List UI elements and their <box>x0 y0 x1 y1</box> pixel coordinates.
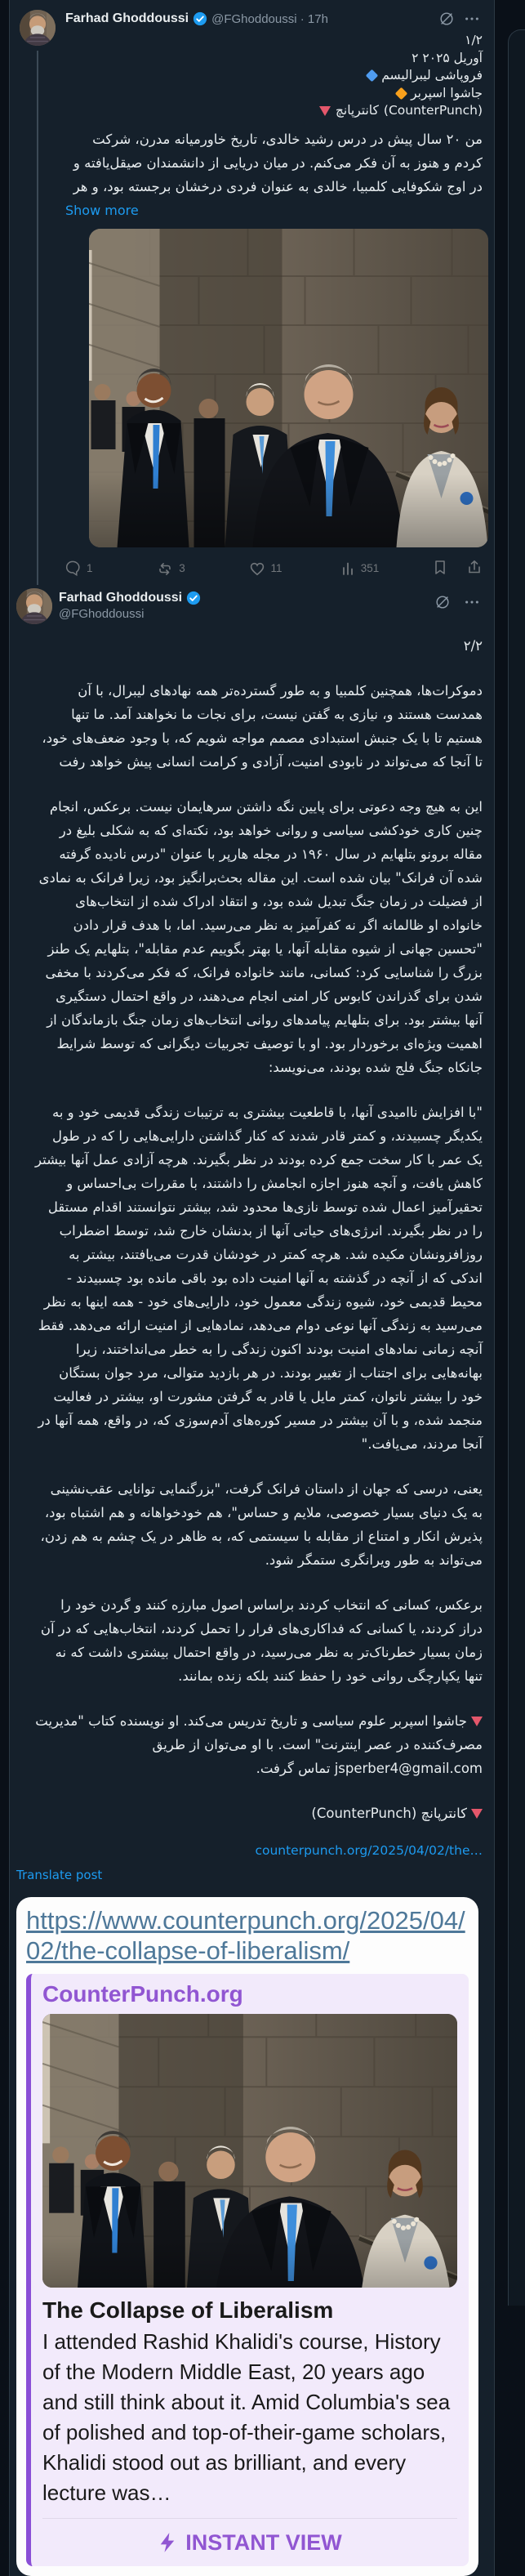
title-line: فروپاشی لیبرالیسم <box>381 68 483 83</box>
tweet-1-action-bar <box>65 552 483 585</box>
article-link[interactable]: counterpunch.org/2025/04/02/the… <box>255 1842 483 1858</box>
tweet-2-header <box>10 585 494 624</box>
share-button[interactable] <box>466 559 483 578</box>
repost-button[interactable] <box>157 560 248 577</box>
right-sidebar-card-edge <box>508 29 525 2306</box>
orange-diamond-icon <box>395 87 408 100</box>
show-more-link[interactable]: Show more <box>65 202 139 218</box>
reply-button[interactable] <box>65 560 157 577</box>
lightning-bolt-icon <box>158 2532 177 2553</box>
card-article-title: The Collapse of Liberalism <box>42 2297 334 2323</box>
paragraph: این به هیچ وجه دعوتی برای پایین نگه داشتن سرهایمان نیست. برعکس، انجام چنین کاری خودکشی سیاسی و روانی خواهد بود، نکته‌ای که به شکلی بلیغ در مقاله برونو بتلهایم در سال ۱۹۶۰ در مجله هارپر با عنوان "درس نادیده گرفته شده آن فرانک" بیان شده است. این مقاله بحث‌برانگیز بود، زیرا فرانک به نمادی از فضیلت در زمان جنگ تبدیل شده بود، و انتقاد ادراک شده از انتخاب‌های خانواده او ظالمانه اگر نه کفرآمیز به نظر می‌رسید. اما، با هدف قرار دادن "تحسین جهانی از شیوه مقابله آنها، یا بهتر بگوییم عدم مقابله"، بتلهایم یک طنز بزرگ را شناسایی کرد: کسانی، مانند خانواده فرانک، که فکر می‌کردند با مخفی شدن برای گذراندن کابوس کار امنی انجام می‌دهند، در واقع احتمال دستگیری آنها بیشتر بود. برای بتلهایم پیامدهای روانی انتخاب‌های زمان جنگ بازماندگان از اهمیت ویژه‌ای برخوردار بود. او با توصیف تجربیات دیگرانی که توسط شرایط جانکاه جنگ فلج شده بودند، می‌نویسد: <box>38 798 483 1075</box>
tweet-1-author-name[interactable]: Farhad Ghoddoussi <box>65 11 189 25</box>
paragraph: یعنی، درسی که جهان از داستان فرانک گرفت، "بزرگنمایی توانایی عقب‌نشینی به یک دنیای بسیار خصوصی، ملایم و حساس"، هم خودخواهانه و هم اشتباه بود، پذیرش انکار و امتناع از مقابله با سیستمی که، به ظاهر در یک چشم به هم زدن، می‌تواند به طور ویرانگری ستمگر شود. <box>40 1480 483 1568</box>
source-line-fa: کانترپانچ <box>335 103 379 118</box>
timeline-column <box>9 0 495 2576</box>
tweet-1-body-text: من ۲۰ سال پیش در درس رشید خالدی، تاریخ خاورمیانه مدرن، شرکت کردم و هنوز به آن فکر می‌کنم. در میان دریایی از دانشمندان صیقل‌یافته و در اوج شکوفایی کلمبیا، خالدی به عنوان فردی درخشان برجسته بود، و هر <box>73 131 483 194</box>
translate-post-link[interactable]: Translate post <box>16 1867 103 1882</box>
like-count: 11 <box>270 562 283 574</box>
like-button[interactable] <box>249 560 340 577</box>
red-triangle-icon <box>319 106 331 116</box>
thread-connector-line <box>37 51 38 585</box>
tweet-2-author-name[interactable]: Farhad Ghoddoussi <box>59 590 183 605</box>
card-photo[interactable] <box>42 2014 457 2288</box>
reply-count: 1 <box>87 562 93 574</box>
more-options-button[interactable] <box>461 8 483 29</box>
tweet-2-avatar[interactable] <box>16 588 52 624</box>
blue-diamond-icon <box>366 69 379 83</box>
card-url-link[interactable]: https://www.counterpunch.org/2025/04/02/the-collapse-of-liberalism/ <box>26 1905 465 1965</box>
inauguration-photo <box>42 2014 457 2288</box>
verified-badge-icon <box>186 591 201 605</box>
tweet-1-photo[interactable] <box>89 229 488 547</box>
repost-count: 3 <box>179 562 185 574</box>
grok-actions-button[interactable] <box>436 8 457 29</box>
tweet-2-handle[interactable]: @FGhoddoussi <box>59 606 145 621</box>
tweet-2 <box>10 585 494 2576</box>
red-triangle-icon <box>471 1717 483 1726</box>
tweet-2-body <box>10 624 494 1825</box>
date-line: ۲ آوریل ۲۰۲۵ <box>412 50 483 65</box>
card-source[interactable]: CounterPunch.org <box>42 1980 243 2007</box>
inauguration-photo <box>89 229 488 547</box>
telegram-preview-card[interactable] <box>16 1897 478 2576</box>
tweet-1-gutter <box>16 10 59 585</box>
card-article-description: I attended Rashid Khalidi's course, History of the Modern Middle East, 20 years ago and still think about it. Amid Columbia's sea of polished and top-of-their-game scholars, Khalidi stood out as brilliant, and every lecture was… <box>42 2328 451 2505</box>
more-options-button[interactable] <box>461 592 483 613</box>
paragraph-quote: "با افزایش ناامیدی آنها، با قاطعیت بیشتری به ترتیبات زندگی قدیمی خود و به یکدیگر چسبیدند، و کمتر قادر شدند که کنار گذاشتن دارایی‌هایی را که در طول یک عمر با کار سخت جمع کرده بودند در نظر بگیرند. هرچه آزادی عمل آنها بیشتر کاهش یافت، و آنچه هنوز اجازه انجامش را داشتند، با مقررات بی‌احساس و تحقیرآمیز اعمال شده توسط نازی‌ها محدود شد، بیشتر نتوانستند اقدام مستقل را در نظر بگیرند. انرژی‌های حیاتی آنها از بدنشان خارج شد، توسط اضطراب روزافزونشان مکیده شد. هرچه کمتر در خودشان قدرت می‌یافتند، بیشتر به اندکی که از آنچه در گذشته به آنها امنیت داده بود باقی مانده بود چسبیدند - محیط قدیمی خود، شیوه زندگی معمول خود، دارایی‌های خود - همه اینها به نظر می‌رسید به زندگی آنها نوعی دوام می‌دهد، نمادهایی از امنیت ارائه می‌دهد. فقط آنچه زمانی نمادهای امنیت بودند اکنون زندگی را به خطر می‌انداختند، زیرا بهانه‌هایی برای اجتناب از تغییر بودند. در هر بازدید متوالی، مرد جوان بستگان خود را بیشتر ناتوان، کمتر مایل یا قادر به گرفتن مشورت او، بیشتر در فعالیت منجمد شده، و با آن بیشتر در مسیر کوره‌های آدم‌سوزی که، در واقع، همه آنها در آنجا مردند، می‌یافت." <box>34 1104 483 1452</box>
tweet-1-avatar[interactable] <box>20 10 56 46</box>
author-line: جاشوا اسپربر <box>411 85 483 100</box>
verified-badge-icon <box>193 11 207 26</box>
part-counter: ۲/۲ <box>463 637 483 654</box>
views-count: 351 <box>360 562 380 574</box>
tweet-1-header <box>65 10 483 28</box>
paragraph-author-bio: جاشوا اسپربر علوم سیاسی و تاریخ تدریس می‌کند. او نویسنده کتاب "مدیریت مصرف‌کننده در عصر اینترنت" است. با او می‌توان از طریق jsperber4@gmail.com تماس گرفت. <box>35 1712 483 1776</box>
paragraph: دموکرات‌ها، همچنین کلمبیا و به طور گسترده‌تر همه نهادهای لیبرال، با آن همدست هستند و، نیازی به گفتن نیست، برای نجات ما نخواهند آمد. ما تنها هستیم تا با یک جنبش استبدادی مصمم مواجه شویم که، با وجود ضعف‌های خود، تا آنجا که می‌تواند در نابودی امنیت، آزادی و کرامت انسانی پیش خواهد رفت <box>42 682 483 770</box>
instant-view-button[interactable]: INSTANT VIEW <box>42 2525 457 2558</box>
card-quote-block <box>26 1974 469 2566</box>
paragraph: برعکس، کسانی که انتخاب کردند براساس اصول مبارزه کنند و گردن خود را دراز کردند، یا کسانی که فداکاری‌های فرار را تحمل کردند، انتخاب‌هایی که در آن زمان بسیار خطرناک‌تر به نظر می‌رسید، در واقع احتمال بیشتری داشت که نه تنها یکپارچگی روانی خود را حفظ کنند بلکه زنده بمانند. <box>40 1596 483 1684</box>
red-triangle-icon <box>471 1809 483 1819</box>
card-divider <box>42 2518 457 2519</box>
source-line-en: (CounterPunch) <box>383 103 483 118</box>
paragraph-source: کانترپانچ (CounterPunch) <box>35 1801 483 1825</box>
grok-actions-button[interactable] <box>432 592 453 613</box>
avatar-photo <box>20 10 56 46</box>
bookmark-button[interactable] <box>432 559 448 578</box>
tweet-1-intro-lines <box>65 32 483 120</box>
avatar-photo <box>16 588 52 624</box>
views-button[interactable] <box>340 560 432 577</box>
tweet-1-handle-time[interactable]: @FGhoddoussi · 17h <box>211 11 328 26</box>
part-counter: ۱/۲ <box>465 33 483 47</box>
tweet-1 <box>10 0 494 585</box>
